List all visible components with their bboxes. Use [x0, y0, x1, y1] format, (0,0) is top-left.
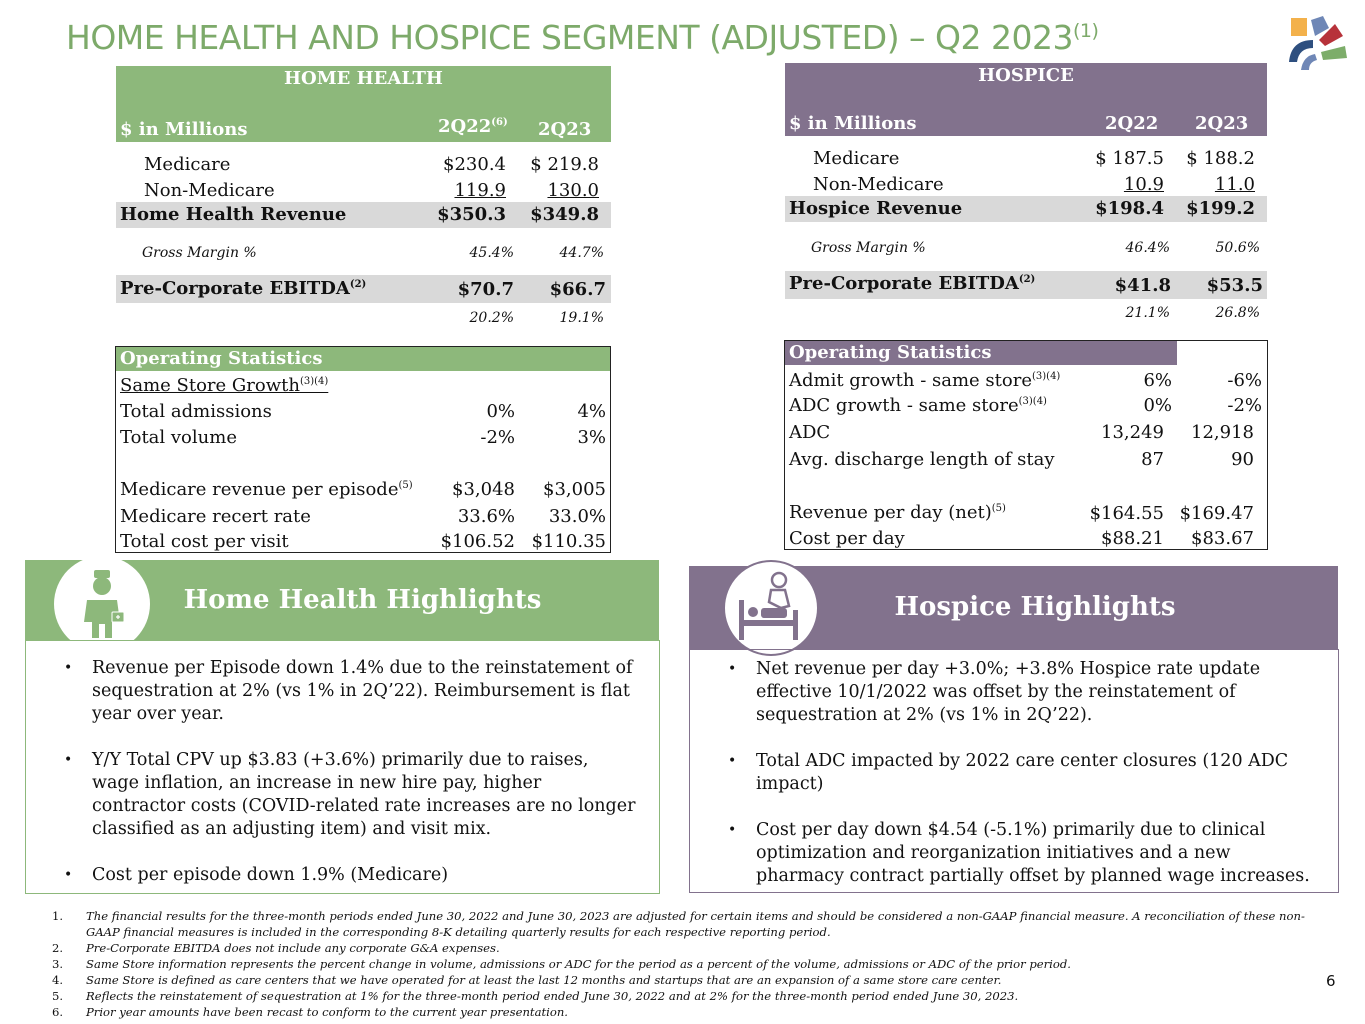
footnote-item	[52, 1004, 1332, 1020]
hh-highlights-body	[25, 640, 660, 894]
hospice-bed-icon-circle	[723, 560, 819, 656]
hh-volume-2q23: 3%	[577, 427, 606, 448]
hsp-highlight-item: • Net revenue per day +3.0%; +3.8% Hospice rate update effective 10/1/2022 was offset by the reinstatement of sequestration at 2% (vs 1% in 2Q’22).	[756, 658, 1318, 727]
footnote-item	[52, 940, 1332, 956]
hsp-alos-label: Avg. discharge length of stay	[789, 449, 1055, 470]
footnote-text: Prior year amounts have been recast to conform to the current year presentation.	[86, 1005, 568, 1019]
hh-highlight-item: • Y/Y Total CPV up $3.83 (+3.6%) primarily due to raises, wage inflation, an increase in new hire pay, higher contractor costs (COVID-related rate increases are no longer classified as an adjusting item) and visit mix.	[92, 749, 639, 841]
hh-ebitda-margin-2q23: 19.1%	[559, 310, 604, 326]
hsp-medicare-2q22: $ 187.5	[1095, 148, 1164, 169]
footnote-item	[52, 988, 1332, 1004]
hsp-alos-2q22: 87	[1141, 449, 1164, 470]
hh-admissions-label: Total admissions	[120, 401, 272, 422]
hsp-ebitda-margin-2q23: 26.8%	[1215, 305, 1260, 321]
home-health-table-header	[116, 66, 611, 142]
home-health-col1-header: 2Q22$^{(6)}$	[438, 116, 508, 137]
footnote-item	[52, 956, 1332, 972]
footnote-text: Reflects the reinstatement of sequestration at 1% for the three-month period ended June 30, 2022 and at 2% for the three-month period ended June 30, 2023.	[86, 989, 1019, 1003]
hh-ebitda-2q23: $66.7	[549, 279, 606, 300]
hsp-highlights-title: Hospice Highlights	[894, 592, 1176, 622]
hospice-bed-icon	[725, 562, 817, 654]
hh-cost-per-visit-2q23: $110.35	[531, 531, 606, 552]
hsp-highlight-item: • Total ADC impacted by 2022 care center closures (120 ADC impact)	[756, 750, 1318, 796]
hh-cost-per-visit-2q22: $106.52	[440, 531, 515, 552]
hsp-gross-margin-2q22: 46.4%	[1125, 240, 1170, 256]
hsp-adc-growth-2q22: 0%	[1143, 395, 1172, 416]
hh-ebitda-2q22: $70.7	[457, 279, 514, 300]
footnote-item	[52, 972, 1332, 988]
hh-revenue-2q23: $349.8	[530, 204, 599, 225]
hh-rev-per-episode-2q23: $3,005	[543, 479, 606, 500]
hsp-rev-per-day-2q23: $169.47	[1179, 503, 1254, 524]
hh-medicare-2q23: $ 219.8	[530, 154, 599, 175]
hh-admissions-2q23: 4%	[577, 401, 606, 422]
hh-medicare-2q22: $230.4	[443, 154, 506, 175]
hh-gross-margin-2q23: 44.7%	[559, 245, 604, 261]
hsp-highlights-body	[689, 649, 1339, 893]
hh-ebitda-margin-2q22: 20.2%	[469, 310, 514, 326]
hsp-revenue-label: Hospice Revenue	[789, 198, 963, 219]
hh-nonmedicare-2q23: 130.0	[547, 180, 599, 201]
footnote-number: 5.	[52, 989, 64, 1003]
home-health-unit-label: $ in Millions	[120, 119, 248, 140]
hsp-adc-growth-2q23: -2%	[1227, 395, 1262, 416]
hsp-alos-2q23: 90	[1231, 449, 1254, 470]
footnotes	[52, 908, 1332, 1020]
hh-highlights-title: Home Health Highlights	[183, 585, 542, 615]
nurse-icon	[54, 556, 150, 652]
hh-highlight-item: • Revenue per Episode down 1.4% due to the reinstatement of sequestration at 2% (vs 1% in 2Q’22). Reimbursement is flat year over year.	[92, 657, 639, 726]
hh-volume-2q22: -2%	[480, 427, 515, 448]
footnote-number: 4.	[52, 973, 64, 987]
hh-admissions-2q22: 0%	[486, 401, 515, 422]
hsp-admit-growth-2q22: 6%	[1143, 370, 1172, 391]
home-health-header-label: HOME HEALTH	[284, 68, 443, 89]
footnote-text: The financial results for the three-month periods ended June 30, 2022 and June 30, 2023 are adjusted for certain items and should be considered a non-GAAP financial measure. A reconciliation of these non-GAAP financial measures is included in the corresponding 8-K detailing quarterly results for each respective reporting period.	[86, 909, 1305, 939]
hh-revenue-2q22: $350.3	[437, 204, 506, 225]
hh-gross-margin-label: Gross Margin %	[142, 245, 257, 261]
hh-recert-2q23: 33.0%	[548, 506, 606, 527]
hsp-ebitda-2q22: $41.8	[1114, 275, 1171, 296]
hsp-admit-growth-2q23: -6%	[1227, 370, 1262, 391]
hh-medicare-label: Medicare	[144, 154, 231, 175]
hh-revenue-label: Home Health Revenue	[120, 204, 347, 225]
hsp-admit-growth-label: Admit growth - same store$^{(3)(4)}$	[789, 370, 1061, 391]
hsp-medicare-2q23: $ 188.2	[1186, 148, 1255, 169]
footnote-item	[52, 908, 1332, 940]
home-health-col2-header: 2Q23	[538, 119, 592, 140]
hsp-adc-growth-label: ADC growth - same store$^{(3)(4)}$	[789, 395, 1047, 416]
hh-volume-label: Total volume	[120, 427, 237, 448]
hsp-gross-margin-label: Gross Margin %	[811, 240, 926, 256]
hsp-rev-per-day-label: Revenue per day (net)$^{(5)}$	[789, 502, 1006, 523]
hospice-col2-header: 2Q23	[1195, 113, 1249, 134]
hospice-header-label: HOSPICE	[978, 65, 1074, 86]
footnote-text: Same Store information represents the percent change in volume, admissions or ADC for the period as a percent of the volume, admissions or ADC of the prior period.	[86, 957, 1071, 971]
hh-nonmedicare-2q22: 119.9	[454, 180, 506, 201]
hsp-cost-per-day-label: Cost per day	[789, 528, 905, 549]
hsp-gross-margin-2q23: 50.6%	[1215, 240, 1260, 256]
hh-cost-per-visit-label: Total cost per visit	[120, 531, 289, 552]
hsp-nonmedicare-2q23: 11.0	[1214, 174, 1255, 195]
nurse-icon-circle	[54, 556, 150, 652]
hsp-revenue-2q23: $199.2	[1186, 198, 1255, 219]
hh-gross-margin-2q22: 45.4%	[469, 245, 514, 261]
hsp-adc-label: ADC	[789, 422, 831, 443]
page-number: 6	[1326, 972, 1336, 990]
footnote-number: 6.	[52, 1005, 64, 1019]
hsp-ebitda-2q23: $53.5	[1206, 275, 1263, 296]
hsp-adc-2q22: 13,249	[1101, 422, 1164, 443]
footnote-number: 3.	[52, 957, 64, 971]
hsp-cost-per-day-2q22: $88.21	[1101, 528, 1164, 549]
hsp-ops-header-label: Operating Statistics	[789, 342, 992, 363]
footnote-text: Same Store is defined as care centers that we have operated for at least the last 12 months and startups that are an expansion of a same store care center.	[86, 973, 1002, 987]
hh-recert-label: Medicare recert rate	[120, 506, 311, 527]
hsp-adc-2q23: 12,918	[1191, 422, 1254, 443]
hsp-nonmedicare-2q22: 10.9	[1123, 174, 1164, 195]
company-logo-icon	[1285, 14, 1351, 74]
hh-recert-2q22: 33.6%	[457, 506, 515, 527]
hh-ops-header	[116, 347, 610, 371]
footnote-number: 2.	[52, 941, 64, 955]
hospice-table-header	[785, 63, 1267, 136]
hsp-ebitda-margin-2q22: 21.1%	[1125, 305, 1170, 321]
hospice-col1-header: 2Q22	[1105, 113, 1159, 134]
page-title: HOME HEALTH AND HOSPICE SEGMENT (ADJUSTED) – Q2 2023$^{(1)}$	[66, 18, 1099, 57]
hh-nonmedicare-label: Non-Medicare	[144, 180, 275, 201]
hh-rev-per-episode-2q22: $3,048	[452, 479, 515, 500]
hh-ops-header-label: Operating Statistics	[120, 348, 323, 369]
hsp-medicare-label: Medicare	[813, 148, 900, 169]
hsp-revenue-2q22: $198.4	[1095, 198, 1164, 219]
footnote-number: 1.	[52, 909, 64, 923]
hospice-unit-label: $ in Millions	[789, 113, 917, 134]
hh-same-store-label: Same Store Growth$^{(3)(4)}$	[120, 375, 329, 396]
footnote-text: Pre-Corporate EBITDA does not include any corporate G&A expenses.	[86, 941, 500, 955]
hsp-highlight-item: • Cost per day down $4.54 (-5.1%) primarily due to clinical optimization and reorganization initiatives and a new pharmacy contract partially offset by planned wage increases.	[756, 819, 1318, 888]
hsp-ebitda-label: Pre-Corporate EBITDA$^{(2)}$	[789, 273, 1036, 294]
hh-highlight-item: • Cost per episode down 1.9% (Medicare)	[92, 864, 639, 887]
hh-ebitda-label: Pre-Corporate EBITDA$^{(2)}$	[120, 278, 367, 299]
hsp-ops-header	[785, 341, 1177, 365]
hsp-rev-per-day-2q22: $164.55	[1089, 503, 1164, 524]
hh-rev-per-episode-label: Medicare revenue per episode$^{(5)}$	[120, 479, 413, 500]
hsp-nonmedicare-label: Non-Medicare	[813, 174, 944, 195]
hsp-cost-per-day-2q23: $83.67	[1191, 528, 1254, 549]
